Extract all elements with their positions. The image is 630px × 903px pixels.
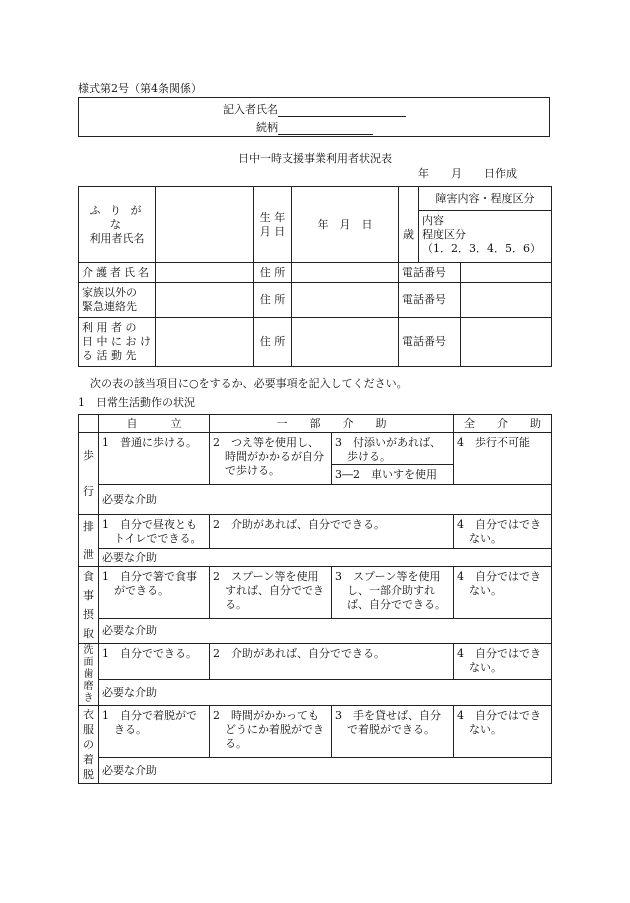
emergency-field[interactable] [156, 283, 254, 318]
dressing-option-4[interactable]: 4 自分ではできない。 [454, 706, 552, 758]
dressing-label-0: 衣 [83, 708, 94, 721]
dressing-option-1[interactable]: 1 自分で着脱ができる。 [99, 706, 210, 758]
emergency-phone-field[interactable] [461, 283, 551, 317]
relation-field[interactable] [278, 121, 373, 135]
eating-label-1: 事 [83, 589, 94, 602]
caregiver-address-field[interactable] [292, 263, 399, 283]
age-label: 歳 [399, 187, 419, 263]
walk-label-b: 行 [83, 484, 94, 498]
birthdate-label [254, 187, 292, 263]
user-name-label: 利用者氏名 [89, 231, 145, 245]
eating-option-3[interactable]: 3 スプーン等を使用し、一部介助すれば、自分でできる。 [332, 567, 454, 619]
furigana-label: ふ り が な [89, 203, 145, 231]
birthdate-label-2: 月 日 [259, 224, 286, 238]
dressing-label-2: の [83, 738, 94, 751]
disability-header: 障害内容・程度区分 [419, 187, 552, 211]
caregiver-phone-cell [399, 263, 552, 283]
content-label: 内容 [422, 214, 444, 227]
walk-label [79, 433, 99, 515]
eating-need-help[interactable]: 必要な介助 [99, 619, 552, 644]
emergency-label [79, 283, 156, 318]
eating-label [79, 567, 99, 644]
adl-header-blank [79, 415, 99, 433]
caregiver-field[interactable] [156, 263, 254, 283]
washing-label-1: 面 [83, 656, 94, 668]
user-info-table [78, 186, 552, 367]
excretion-option-1[interactable]: 1 自分で昼夜ともトイレでできる。 [99, 515, 210, 549]
birthdate-field[interactable]: 年 月 日 [292, 187, 399, 263]
walk-option-2[interactable]: 2 つえ等を使用し、時間がかかるが自分で歩ける。 [210, 433, 332, 485]
excretion-option-4[interactable]: 4 自分ではできない。 [454, 515, 552, 549]
excretion-option-2[interactable]: 2 介助があれば、自分でできる。 [210, 515, 454, 549]
emergency-phone-cell [399, 283, 552, 318]
creation-date: 年 月 日作成 [418, 167, 517, 180]
dressing-label-1: 服 [83, 723, 94, 736]
washing-option-4[interactable]: 4 自分ではできない。 [454, 644, 552, 680]
section-heading: 1 日常生活動作の状況 [78, 396, 195, 409]
emergency-label-1: 家族以外の [82, 286, 137, 299]
washing-option-2[interactable]: 2 介助があれば、自分でできる。 [210, 644, 454, 680]
washing-label-4: き [83, 692, 94, 704]
daytime-activity-label [79, 318, 156, 367]
birthdate-label-1: 生 年 [259, 210, 286, 224]
form-number: 様式第2号（第4条関係） [78, 82, 202, 95]
walk-option-1[interactable]: 1 普通に歩ける。 [99, 433, 210, 485]
dressing-label-3: 着 [83, 753, 94, 766]
daytime-phone-field[interactable] [461, 318, 551, 366]
caregiver-label: 介護者氏名 [79, 263, 156, 283]
walk-need-help[interactable]: 必要な介助 [99, 485, 552, 515]
grade-options: （1．2．3．4．5．6） [422, 242, 541, 255]
emergency-phone-label: 電話番号 [399, 283, 461, 317]
washing-option-1[interactable]: 1 自分でできる。 [99, 644, 210, 680]
eating-label-2: 摂 [83, 608, 94, 621]
washing-label-3: 磨 [83, 680, 94, 692]
relation-label: 続柄 [256, 121, 278, 134]
excretion-need-help[interactable]: 必要な介助 [99, 549, 552, 567]
walk-option-4[interactable]: 4 歩行不可能 [454, 433, 552, 485]
adl-table [78, 414, 552, 784]
dressing-need-help[interactable]: 必要な介助 [99, 758, 552, 784]
walk-label-a: 歩 [83, 448, 94, 462]
excretion-label [79, 515, 99, 567]
washing-label-0: 洗 [83, 644, 94, 656]
emergency-address-label: 住 所 [254, 283, 292, 318]
disability-cell[interactable] [419, 211, 552, 263]
grade-label: 程度区分 [422, 228, 466, 241]
emergency-label-2: 緊急連絡先 [82, 300, 137, 313]
writer-name-label: 記入者氏名 [223, 103, 278, 116]
daytime-label-3: る 活 動 先 [82, 349, 137, 362]
eating-option-1[interactable]: 1 自分で箸で食事ができる。 [99, 567, 210, 619]
caregiver-phone-label: 電話番号 [399, 263, 461, 282]
instruction-text: 次の表の該当項目に○をするか、必要事項を記入してください。 [90, 377, 408, 390]
relation-row [256, 119, 373, 135]
daytime-activity-field[interactable] [156, 318, 254, 367]
excretion-label-b: 泄 [83, 547, 94, 561]
header-partial: 一 部 介 助 [210, 415, 454, 433]
walk-option-3[interactable]: 3 付添いがあれば、歩ける。 [332, 433, 454, 465]
washing-label [79, 644, 99, 706]
daytime-phone-label: 電話番号 [399, 318, 461, 366]
caregiver-address-label: 住 所 [254, 263, 292, 283]
eating-option-4[interactable]: 4 自分ではできない。 [454, 567, 552, 619]
header-full: 全 介 助 [454, 415, 552, 433]
caregiver-phone-field[interactable] [461, 263, 551, 282]
writer-name-row [223, 101, 406, 117]
daytime-address-label: 住 所 [254, 318, 292, 367]
washing-need-help[interactable]: 必要な介助 [99, 680, 552, 706]
header-independent: 自 立 [99, 415, 210, 433]
daytime-label-1: 利 用 者 の [82, 321, 137, 334]
excretion-label-a: 排 [83, 519, 94, 533]
dressing-option-3[interactable]: 3 手を貸せば、自分で着脱ができる。 [332, 706, 454, 758]
eating-option-2[interactable]: 2 スプーン等を使用すれば、自分でできる。 [210, 567, 332, 619]
dressing-option-2[interactable]: 2 時間がかかってもどうにか着脱ができる。 [210, 706, 332, 758]
furigana-name-label [79, 187, 156, 263]
emergency-address-field[interactable] [292, 283, 399, 318]
writer-box [78, 97, 550, 137]
daytime-label-2: 日 中 に お け [82, 335, 151, 348]
eating-label-3: 取 [83, 627, 94, 640]
walk-option-3-2[interactable]: 3―2 車いすを使用 [332, 465, 454, 485]
page-title: 日中一時支援事業利用者状況表 [238, 152, 392, 165]
dressing-label-4: 脱 [83, 768, 94, 781]
daytime-address-field[interactable] [292, 318, 399, 367]
writer-name-field[interactable] [278, 103, 406, 117]
dressing-label [79, 706, 99, 784]
user-name-field[interactable] [156, 187, 254, 263]
daytime-phone-cell [399, 318, 552, 367]
eating-label-0: 食 [83, 570, 94, 583]
washing-label-2: 歯 [83, 668, 94, 680]
